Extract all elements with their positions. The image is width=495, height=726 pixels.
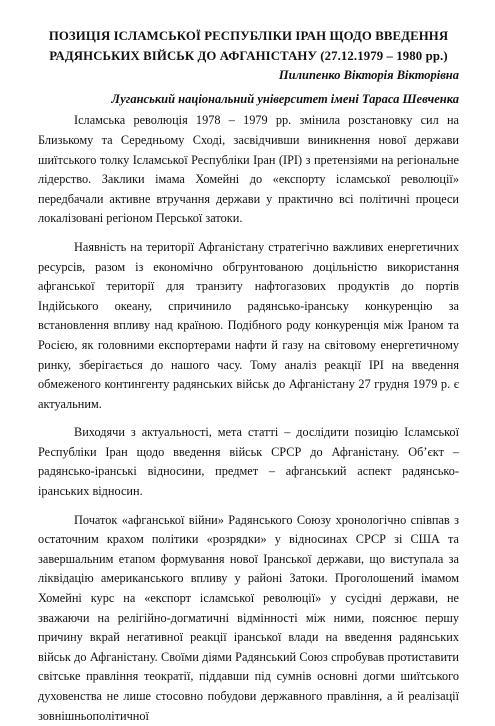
body-paragraph: Виходячи з актуальності, мета статті – дослідити позицію Ісламської Республіки Іран щодо введення військ СРСР до Афганістану. Об’єкт – радянсько-іранські відносини, предмет – афганський аспект радянсько-іранських відносин.	[38, 425, 459, 499]
paper-title	[38, 27, 459, 66]
title-line-1: ПОЗИЦІЯ ІСЛАМСЬКОЇ РЕСПУБЛІКИ ІРАН ЩОДО ВВЕДЕННЯ	[48, 29, 449, 43]
author-affiliation: Луганський національний університет імені Тараса Шевченка	[111, 91, 459, 106]
title-line-2: РАДЯНСЬКИХ ВІЙСЬК ДО АФГАНІСТАНУ (27.12.1979 – 1980 рр.)	[49, 48, 448, 63]
body-paragraph: Наявність на території Афганістану стратегічно важливих енергетичних ресурсів, разом із економічно обгрунтованою доцільністю використання афганської території для транзиту нафтогазових продуктів до портів Індійського океану, спричинило радянсько-іранську конкуренцію за встановлення впливу над країною. Подібного роду конкуренція між Іраном та Росією, як головними експортерами нафти й газу на світовому енергетичному ринку, зберігається до нашого часу. Тому аналіз реакції ІРІ на введення обмеженого контингенту радянських військ до Афганістану 27 грудня 1979 р. є актуальним.	[38, 239, 459, 411]
body-paragraph: Ісламська революція 1978 – 1979 рр. змінила розстановку сил на Близькому та Середньому Сході, засвідчивши виникнення нової держави шиїтського толку Ісламської Республіки Іран (ІРІ) з претензіями на регіональне лідерство. Заклики імама Хомейні до «експорту ісламської революції» передбачали активне втручання держави у практично всі політичні процеси локалізовані регіоном Перської затоки.	[38, 113, 459, 226]
author-name: Пилипенко Вікторія Вікторівна	[278, 68, 459, 83]
body-paragraph: Початок «афганської війни» Радянського Союзу хронологічно співпав з остаточним крахом політики «розрядки» у відносинах СРСР зі США та завершальним етапом формування нової Іранської держави, що виступала за ліквідацію американського впливу у районі Затоки. Проголошений імамом Хомейні курс на «експорт ісламської революції» у сусідні держави, не зважаючи на релігійно-догматичні відмінності між ними, пояснює першу причину вкрай негативної реакції іранської влади на введення радянських військ до Афганістану. Своїми діями Радянський Союз спробував протиставити світське правління теократії, піддавши під сумнів основні догми шиїтського духовенства не лише стосовно побудови державного правління, а й реалізації зовнішньополітичної	[38, 512, 459, 723]
